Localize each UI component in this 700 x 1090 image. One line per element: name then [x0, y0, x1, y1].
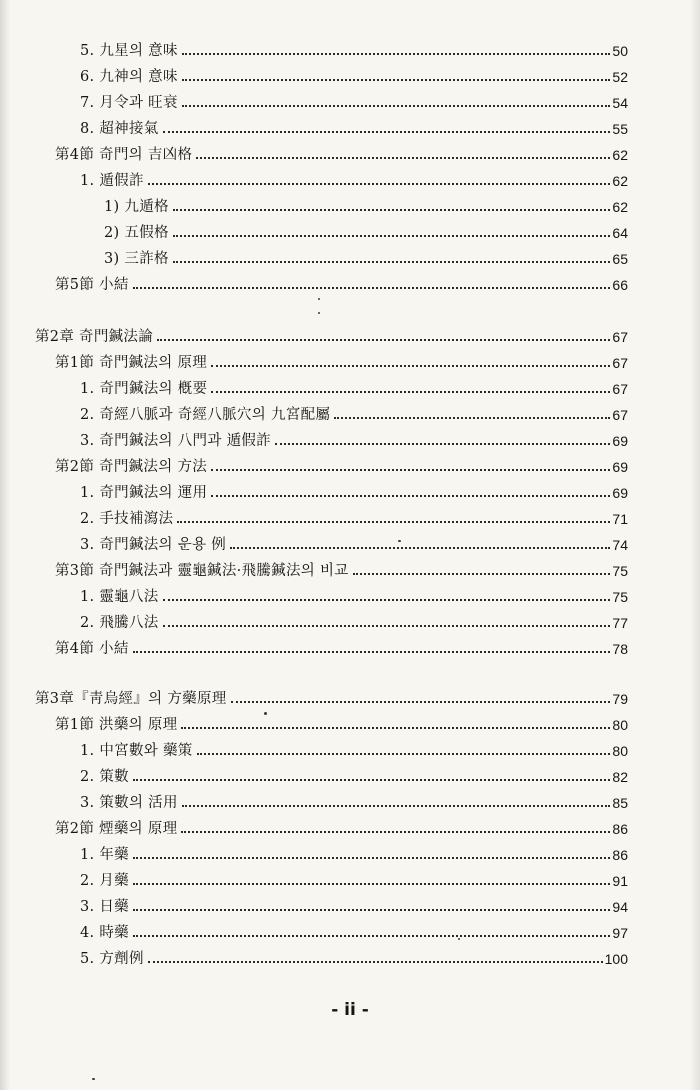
toc-entry-page: 80 — [612, 743, 628, 759]
toc-entry-title: 第2節 奇門鍼法의 方法 — [55, 459, 208, 475]
toc-entry — [55, 636, 628, 658]
toc-entry-title: 1. 奇門鍼法의 槪要 — [80, 381, 208, 397]
toc-entry-page: 67 — [612, 407, 628, 423]
toc-leader-dots — [173, 235, 611, 237]
toc-entry — [80, 506, 628, 528]
toc-leader-dots — [211, 365, 610, 367]
toc-entry-page: 64 — [612, 225, 628, 241]
scan-speck — [264, 712, 267, 715]
toc-entry-title: 第2節 煙藥의 原理 — [55, 821, 178, 837]
toc-entry-page: 52 — [612, 69, 628, 85]
toc-entry — [80, 90, 628, 112]
toc-entry-title: 1. 靈龜八法 — [80, 589, 159, 605]
toc-entry-page: 62 — [612, 147, 628, 163]
toc-entry-title: 2. 策數 — [80, 769, 129, 785]
toc-entry-title: 第4節 奇門의 吉凶格 — [55, 147, 193, 163]
toc-entry-page: 82 — [612, 769, 628, 785]
scan-speck — [318, 312, 320, 314]
toc-leader-dots — [163, 131, 611, 133]
toc-entry-title: 3) 三詐格 — [104, 251, 169, 267]
toc-entry-title: 2. 奇經八脈과 奇經八脈穴의 九宮配屬 — [80, 407, 331, 423]
toc-entry-title: 7. 月令과 旺衰 — [80, 95, 178, 111]
toc-leader-dots — [148, 183, 611, 185]
toc-entry — [55, 142, 628, 164]
toc-entry — [55, 350, 628, 372]
toc-entry — [80, 920, 628, 942]
toc-entry-title: 1. 年藥 — [80, 847, 129, 863]
toc-leader-dots — [334, 417, 610, 419]
toc-entry — [35, 324, 628, 346]
toc-leader-dots — [182, 805, 611, 807]
toc-leader-dots — [163, 599, 611, 601]
toc-entry-page: 55 — [612, 121, 628, 137]
toc-entry-page: 69 — [612, 459, 628, 475]
toc-leader-dots — [231, 701, 611, 703]
toc-leader-dots — [182, 79, 611, 81]
toc-entry-title: 3. 奇門鍼法의 八門과 遁假詐 — [80, 433, 271, 449]
toc-entry — [80, 38, 628, 60]
toc-entry — [80, 868, 628, 890]
toc-leader-dots — [157, 339, 610, 341]
toc-entry-page: 79 — [612, 691, 628, 707]
toc-leader-dots — [133, 909, 610, 911]
toc-entry-page: 67 — [612, 355, 628, 371]
toc-entry — [80, 480, 628, 502]
toc-entry-page: 67 — [612, 381, 628, 397]
toc-entry — [55, 816, 628, 838]
toc-entry-title: 2) 五假格 — [104, 225, 169, 241]
toc-entry-page: 50 — [612, 43, 628, 59]
scan-shadow-left — [0, 0, 10, 1090]
toc-entry — [80, 738, 628, 760]
toc-entry-title: 4. 時藥 — [80, 925, 129, 941]
toc-entry-page: 65 — [612, 251, 628, 267]
toc-entry — [104, 246, 628, 268]
toc-entry — [80, 894, 628, 916]
toc-leader-dots — [133, 935, 610, 937]
toc-entry-title: 第1節 奇門鍼法의 原理 — [55, 355, 208, 371]
toc-leader-dots — [173, 261, 611, 263]
scan-speck — [458, 938, 460, 940]
toc-entry-page: 54 — [612, 95, 628, 111]
toc-entry — [80, 610, 628, 632]
toc-entry — [80, 168, 628, 190]
page-number: - ii - — [331, 1000, 369, 1020]
toc-entry-page: 74 — [612, 537, 628, 553]
toc-leader-dots — [230, 547, 610, 549]
toc-entry-page: 100 — [604, 951, 628, 967]
toc-entry — [80, 764, 628, 786]
toc-entry — [80, 116, 628, 138]
toc-leader-dots — [148, 961, 603, 963]
toc-entry — [104, 220, 628, 242]
scan-speck — [398, 540, 401, 542]
toc-entry-page: 69 — [612, 485, 628, 501]
toc-entry — [55, 558, 628, 580]
toc-leader-dots — [173, 209, 611, 211]
toc-leader-dots — [182, 105, 611, 107]
scan-speck — [318, 298, 320, 300]
toc-leader-dots — [133, 651, 611, 653]
toc-leader-dots — [353, 573, 611, 575]
toc-entry-title: 1) 九遁格 — [104, 199, 169, 215]
toc-entry-page: 77 — [612, 615, 628, 631]
toc-leader-dots — [163, 625, 611, 627]
toc-entry-title: 1. 遁假詐 — [80, 173, 144, 189]
toc-entry-title: 1. 中宮數와 藥策 — [80, 743, 193, 759]
toc-entry — [55, 272, 628, 294]
toc-entry-page: 67 — [612, 329, 628, 345]
toc-entry-title: 8. 超神接氣 — [80, 121, 159, 137]
toc-leader-dots — [211, 469, 610, 471]
toc-entry — [80, 946, 628, 968]
toc-entry — [80, 584, 628, 606]
toc-entry-title: 2. 飛騰八法 — [80, 615, 159, 631]
toc-entry-page: 62 — [612, 173, 628, 189]
toc-entry — [80, 842, 628, 864]
toc-leader-dots — [133, 287, 611, 289]
toc-leader-dots — [133, 779, 610, 781]
toc-entry-title: 6. 九神의 意味 — [80, 69, 178, 85]
toc-entry — [80, 532, 628, 554]
toc-leader-dots — [133, 883, 610, 885]
toc-entry-title: 第3章『靑烏經』의 方藥原理 — [35, 691, 227, 707]
toc-entry-title: 第2章 奇門鍼法論 — [35, 329, 154, 345]
toc-entry — [80, 428, 628, 450]
toc-entry-title: 5. 方劑例 — [80, 951, 144, 967]
toc-entry-page: 69 — [612, 433, 628, 449]
toc-entry-page: 86 — [612, 821, 628, 837]
toc-entry-title: 第4節 小結 — [55, 641, 129, 657]
toc-leader-dots — [211, 495, 610, 497]
toc-entry-title: 2. 手技補瀉法 — [80, 511, 174, 527]
toc-entry — [80, 402, 628, 424]
toc-entry — [35, 686, 628, 708]
toc-entry-page: 62 — [612, 199, 628, 215]
toc-entry-title: 第5節 小結 — [55, 277, 129, 293]
toc-leader-dots — [181, 831, 610, 833]
toc-entry-page: 75 — [612, 563, 628, 579]
toc-entry — [55, 454, 628, 476]
toc-entry-page: 94 — [612, 899, 628, 915]
toc-entry — [80, 376, 628, 398]
toc-entry-page: 71 — [612, 511, 628, 527]
toc-entry-page: 91 — [612, 873, 628, 889]
toc-entry-title: 5. 九星의 意味 — [80, 43, 178, 59]
toc-entry-title: 1. 奇門鍼法의 運用 — [80, 485, 208, 501]
toc-entry-page: 66 — [612, 277, 628, 293]
toc-entry-page: 86 — [612, 847, 628, 863]
toc-entry-title: 3. 奇門鍼法의 운용 例 — [80, 537, 227, 553]
scan-speck — [92, 1078, 95, 1080]
toc-entry-page: 75 — [612, 589, 628, 605]
toc-entry — [55, 712, 628, 734]
toc-entry-title: 第3節 奇門鍼法과 靈龜鍼法·飛騰鍼法의 비교 — [55, 563, 349, 579]
toc-entry-page: 85 — [612, 795, 628, 811]
toc-entry-page: 97 — [612, 925, 628, 941]
toc-leader-dots — [181, 727, 610, 729]
toc-entry-title: 3. 日藥 — [80, 899, 129, 915]
toc-leader-dots — [197, 753, 611, 755]
toc-leader-dots — [275, 443, 610, 445]
toc-leader-dots — [211, 391, 610, 393]
toc-leader-dots — [182, 53, 611, 55]
toc-entry — [104, 194, 628, 216]
toc-entry-page: 78 — [612, 641, 628, 657]
toc-entry-page: 80 — [612, 717, 628, 733]
toc-leader-dots — [196, 157, 610, 159]
toc-entry-title: 2. 月藥 — [80, 873, 129, 889]
toc-leader-dots — [133, 857, 610, 859]
toc-entry-title: 3. 策數의 活用 — [80, 795, 178, 811]
scan-shadow-right — [690, 0, 700, 1090]
toc-leader-dots — [177, 521, 610, 523]
toc-entry — [80, 790, 628, 812]
toc-entry — [80, 64, 628, 86]
toc-entry-title: 第1節 洪藥의 原理 — [55, 717, 178, 733]
